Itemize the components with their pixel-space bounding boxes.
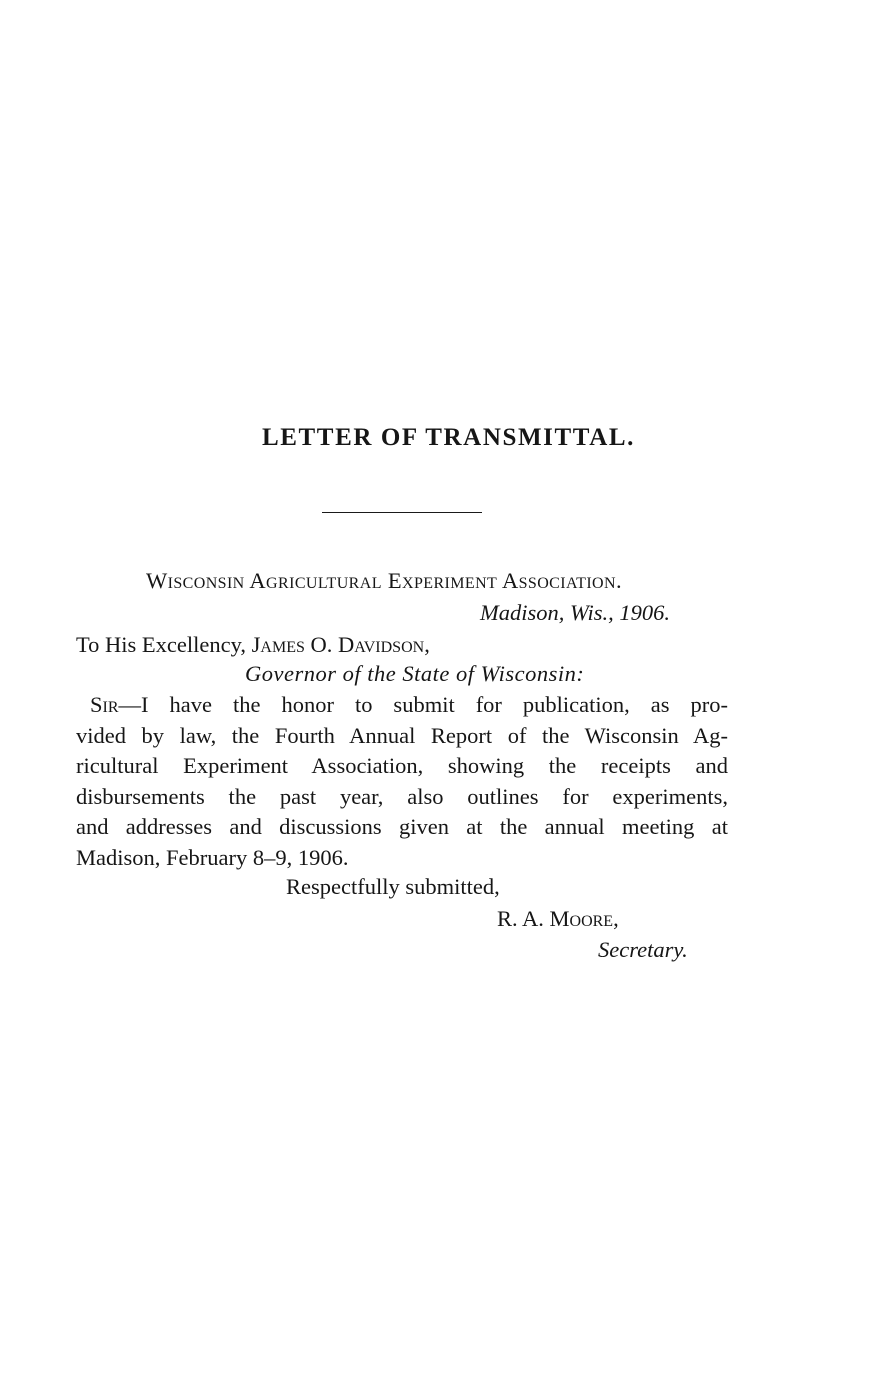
body-line: Madison, February 8–9, 1906. — [76, 844, 349, 870]
salutation-suffix: , — [424, 632, 430, 657]
opening-word: Sir — [90, 692, 119, 717]
recipient-office: Governor of the State of Wisconsin: — [245, 661, 585, 686]
recipient-name: James O. Davidson — [251, 632, 425, 657]
signature-name: R. A. Moore, — [497, 906, 619, 931]
closing: Respectfully submitted, — [286, 874, 500, 899]
sender-organization: Wisconsin Agricultural Experiment Association. — [146, 568, 622, 593]
body-line: ricultural Experiment Association, showing the receipts and — [76, 753, 728, 779]
body-line: vided by law, the Fourth Annual Report of the Wisconsin Ag- — [76, 722, 728, 748]
salutation-prefix: To His Excellency, — [76, 632, 252, 657]
place-date: Madison, Wis., 1906. — [480, 600, 671, 625]
body-line: and addresses and discussions given at the annual meeting at — [76, 814, 728, 840]
salutation — [76, 630, 430, 660]
page-title: LETTER OF TRANSMITTAL. — [261, 424, 635, 451]
body-line: Sir—I have the honor to submit for publication, as pro- — [90, 692, 728, 717]
body-line: disbursements the past year, also outlines for experiments, — [76, 783, 728, 809]
title-divider — [322, 512, 482, 513]
letter-body — [76, 690, 728, 874]
signature-title: Secretary. — [598, 937, 688, 962]
